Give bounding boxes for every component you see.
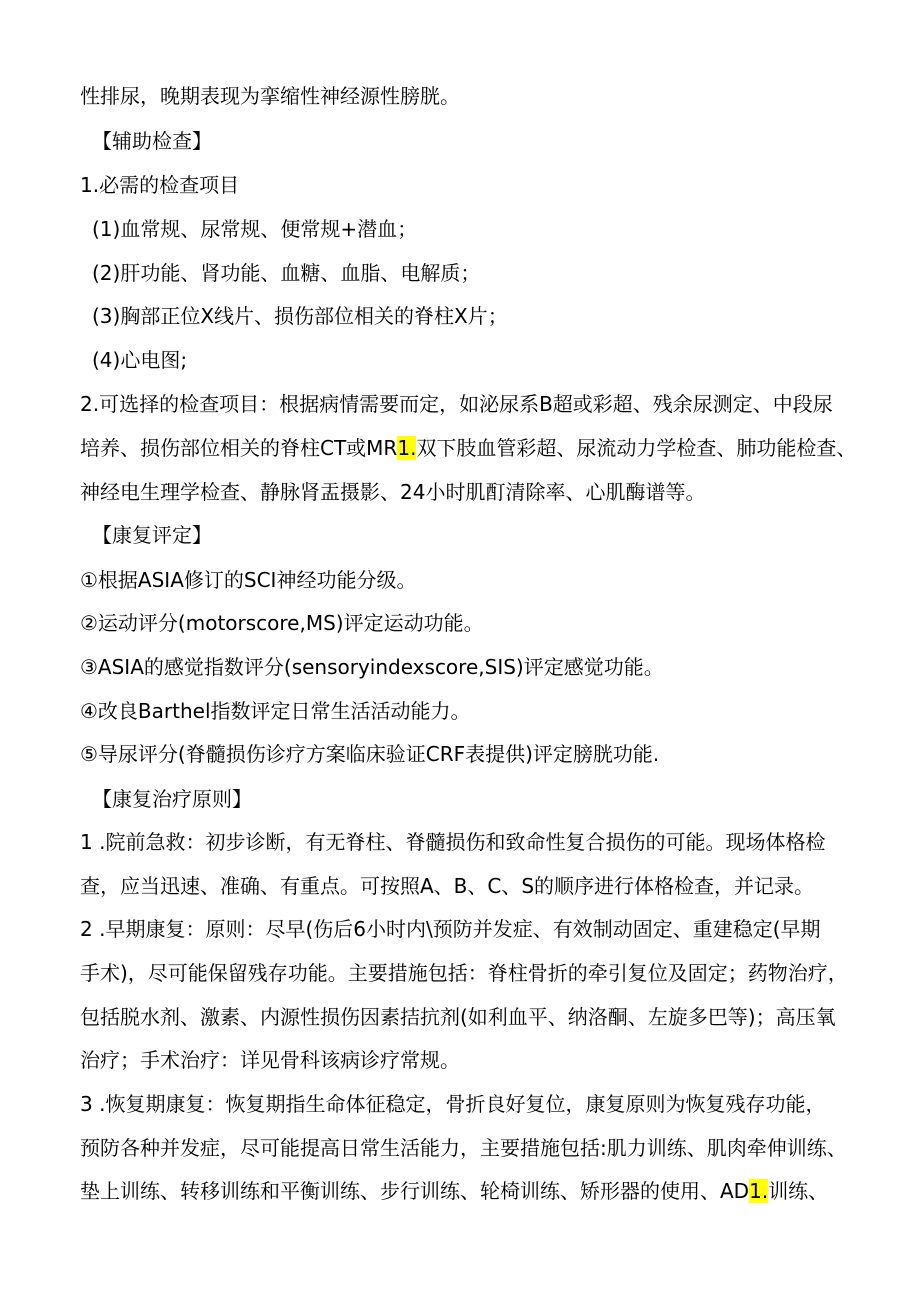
assessment-item-1: ①根据ASIA修订的SCI神经功能分级。 [80, 568, 417, 592]
paragraph-optional-exams-line-3: 神经电生理学检查、静脉肾盂摄影、24小时肌酊清除率、心肌酶谱等。 [80, 480, 706, 504]
text-segment: 双下肢血管彩超、尿流动力学检查、肺功能检查、 [416, 436, 857, 460]
list-item-1: (1)血常规、尿常规、便常规+潜血； [92, 217, 418, 241]
assessment-item-5: ⑤导尿评分(脊髓损伤诊疗方案临床验证CRF表提供)评定膀胱功能. [80, 742, 660, 766]
section-heading-auxiliary-exam: 【辅助检查】 [92, 129, 212, 153]
paragraph-line-1: 性排尿，晚期表现为挛缩性神经源性膀胱。 [80, 84, 460, 108]
highlighted-text: 1. [749, 1179, 769, 1203]
list-item-2: (2)肝功能、肾功能、血糖、血脂、电解质； [92, 261, 481, 285]
highlighted-text: 1. [397, 436, 417, 460]
list-heading-required-exams: 1.必需的检查项目 [80, 173, 240, 197]
principle-3-line-1: 3 .恢复期康复：恢复期指生命体征稳定，骨折良好复位，康复原则为恢复残存功能， [80, 1092, 826, 1116]
principle-1-line-2: 查，应当迅速、准确、有重点。可按照A、B、C、S的顺序进行体格检查，并记录。 [80, 874, 815, 898]
principle-2-line-4: 治疗；手术治疗：详见骨科该病诊疗常规。 [80, 1048, 460, 1072]
principle-2-line-3: 包括脱水剂、激素、内源性损伤因素拮抗剂(如利血平、纳洛酮、左旋多巴等)；高压氧 [80, 1005, 836, 1029]
principle-2-line-2: 手术)，尽可能保留残存功能。主要措施包括：脊柱骨折的牵引复位及固定；药物治疗， [80, 961, 848, 985]
section-heading-rehab-principles: 【康复治疗原则】 [92, 787, 252, 811]
list-item-4: (4)心电图; [92, 348, 188, 372]
principle-3-line-3 [80, 1177, 850, 1205]
list-item-3: (3)胸部正位X线片、损伤部位相关的脊柱X片； [92, 304, 508, 328]
principle-3-line-2: 预防各种并发症，尽可能提高日常生活能力，主要措施包括:肌力训练、肌肉牵伸训练、 [80, 1136, 847, 1160]
principle-2-line-1: 2 .早期康复：原则：尽早(伤后6小时内\预防并发症、有效制动固定、重建稳定(早期 [80, 917, 821, 941]
assessment-item-3: ③ASIA的感觉指数评分(sensoryindexscore,SIS)评定感觉功能。 [80, 655, 664, 679]
assessment-item-4: ④改良Barthel指数评定日常生活活动能力。 [80, 699, 471, 723]
assessment-item-2: ②运动评分(motorscore,MS)评定运动功能。 [80, 611, 484, 635]
text-segment: 培养、损伤部位相关的脊柱CT或MR [80, 436, 398, 460]
text-segment: 垫上训练、转移训练和平衡训练、步行训练、轮椅训练、矫形器的使用、AD [80, 1179, 750, 1203]
paragraph-optional-exams-line-1: 2.可选择的检查项目：根据病情需要而定，如泌尿系B超或彩超、残余尿测定、中段尿 [80, 392, 833, 416]
section-heading-rehab-assessment: 【康复评定】 [92, 523, 212, 547]
text-segment: 训练、 [768, 1179, 829, 1203]
principle-1-line-1: 1 .院前急救：初步诊断，有无脊柱、脊髓损伤和致命性复合损伤的可能。现场体格检 [80, 830, 826, 854]
paragraph-optional-exams-line-2 [80, 434, 857, 462]
